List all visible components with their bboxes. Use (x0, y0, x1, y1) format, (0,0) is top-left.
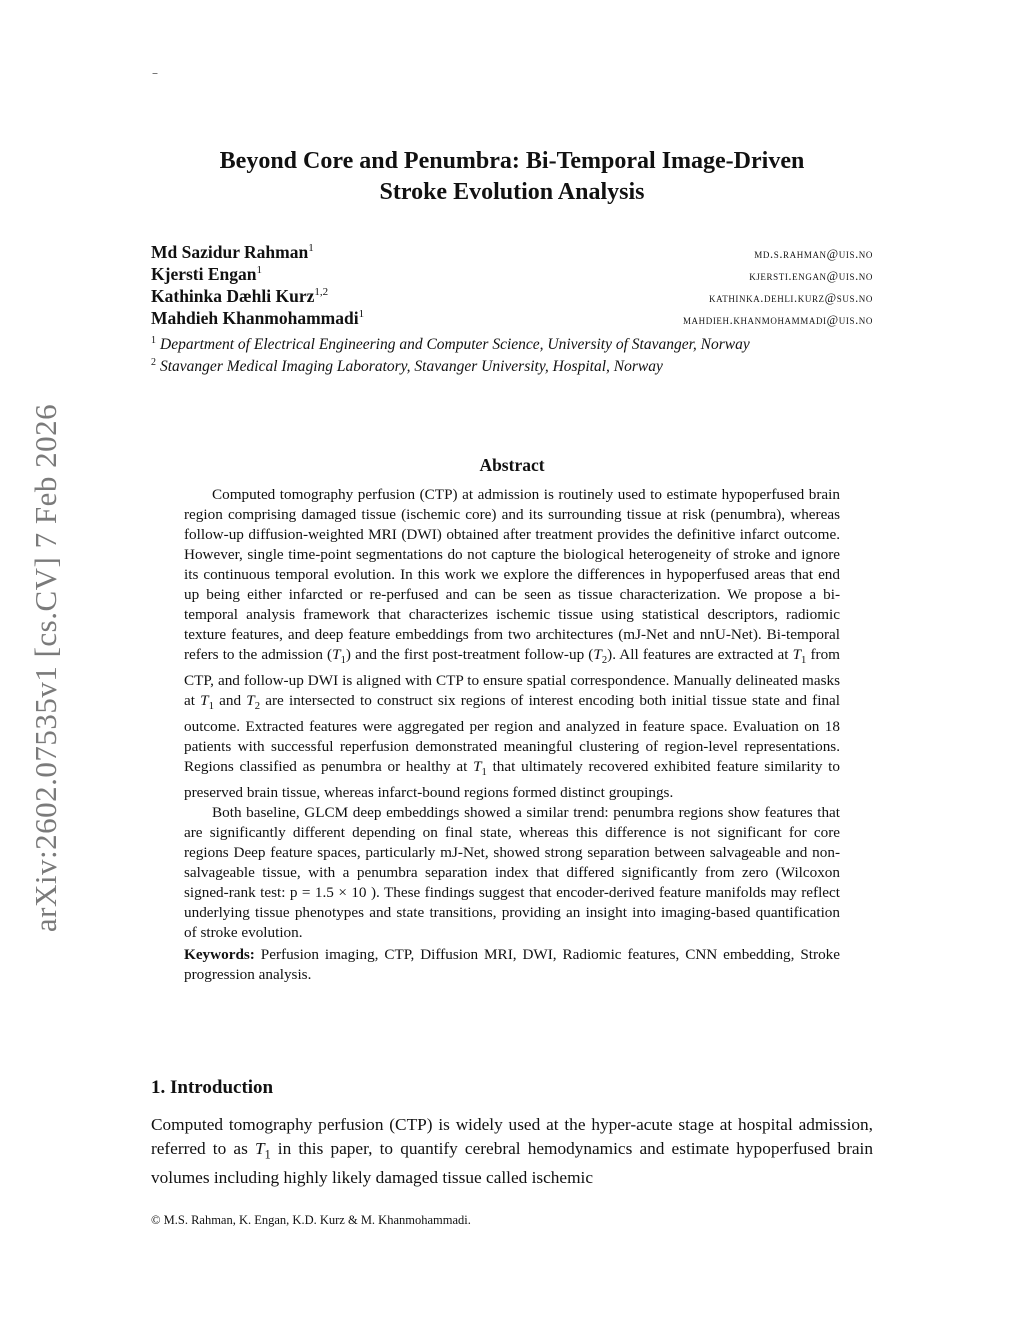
author-row (151, 286, 873, 308)
author-sup: 1 (308, 242, 314, 255)
author-email[interactable]: kjersti.engan@uis.no (749, 269, 873, 283)
author-name: Mahdieh Khanmohammadi (151, 308, 359, 328)
author-row (151, 242, 873, 264)
author-name: Kjersti Engan (151, 264, 257, 284)
abstract-paragraph-2: Both baseline, GLCM deep embeddings showed a similar trend: penumbra regions show features that are significantly different depending on final state, whereas this difference is not significant for core regions Deep feature spaces, particularly mJ-Net, showed strong separation between salvageable and non-salvageable tissue, with a penumbra separation index that differed significantly from zero (Wilcoxon signed-rank test: p = 1.5 × 10 ). These findings suggest that encoder-derived feature manifolds may reflect underlying tissue phenotypes and state transitions, providing an insight into imaging-based quantification of stroke evolution. (184, 804, 840, 942)
keywords-label: Keywords: (184, 946, 255, 964)
author-row (151, 264, 873, 286)
intro-paragraph: Computed tomography perfusion (CTP) is widely used at the hyper-acute stage at hospital admission, referred to as $T_1$ in this paper, to quantify cerebral hemodynamics and estimate hypoperfused brain volumes including highly likely damaged tissue called ischemic (151, 1115, 873, 1188)
author-row (151, 308, 873, 330)
paper-title (150, 146, 874, 208)
keywords-list: Perfusion imaging, CTP, Diffusion MRI, DWI, Radiomic features, CNN embedding, Stroke progression analysis. (184, 946, 840, 984)
affiliation-1: $^1$ Department of Electrical Engineering and Computer Science, University of Stavanger, Norway (151, 335, 750, 354)
title-line-2: Stroke Evolution Analysis (379, 179, 645, 205)
author-email[interactable]: md.s.rahman@uis.no (754, 247, 873, 261)
abstract-body (184, 485, 840, 985)
title-line-1: Beyond Core and Penumbra: Bi-Temporal Image-Driven (219, 148, 805, 174)
introduction-text (151, 1113, 873, 1190)
section-heading-introduction: 1. Introduction (151, 1077, 274, 1098)
author-email[interactable]: mahdieh.khanmohammadi@uis.no (682, 313, 873, 327)
author-list (151, 242, 873, 330)
header-dash: – (152, 66, 158, 80)
copyright-footer: © M.S. Rahman, K. Engan, K.D. Kurz & M. Khanmohammadi. (151, 1213, 471, 1227)
affiliation-2: $^2$ Stavanger Medical Imaging Laboratory, Stavanger University, Hospital, Norway (151, 357, 663, 376)
keywords (184, 945, 840, 985)
author-name: Md Sazidur Rahman (151, 242, 309, 262)
arxiv-stamp-text: arXiv:2602.07535v1 [cs.CV] 7 Feb 2026 (28, 403, 63, 933)
author-sup: 1,2 (314, 286, 329, 299)
author-sup: 1 (358, 308, 365, 321)
author-email[interactable]: kathinka.dehli.kurz@sus.no (709, 291, 873, 305)
abstract-paragraph-1: Computed tomography perfusion (CTP) at admission is routinely used to estimate hypoperfused brain region comprising damaged tissue (ischemic core) and its surrounding tissue at risk (penumbra), whereas follow-up diffusion-weighted MRI (DWI) obtained after treatment provides the definitive infarct outcome. However, single time-point segmentations do not capture the biological heterogeneity of stroke and ignore its continuous temporal evolution. In this work we explore the differences in hypoperfused areas that end up being either infarcted or re-perfused and can be seen as tissue characterization. We propose a bi-temporal analysis framework that characterizes ischemic tissue using statistical descriptors, radiomic texture features, and deep feature embeddings from two architectures (mJ-Net and nnU-Net). Bi-temporal refers to the admission $(T_1)$ and the first post-treatment follow-up $(T_2)$. All features are extracted at $T_1$ from CTP, and follow-up DWI is aligned with CTP to ensure spatial correspondence. Manually delineated masks at $T_1$ and $T_2$ are intersected to construct six regions of interest encoding both initial tissue state and final outcome. Extracted features were aggregated per region and analyzed in feature space. Evaluation on 18 patients with successful reperfusion demonstrated meaningful clustering of region-level representations. Regions classified as penumbra or healthy at $T_1$ that ultimately recovered exhibited feature similarity to preserved brain tissue, whereas infarct-bound regions formed distinct groupings. (184, 486, 840, 802)
author-name: Kathinka Dæhli Kurz (151, 286, 315, 306)
abstract-heading: Abstract (479, 455, 545, 475)
author-sup: 1 (256, 264, 262, 277)
